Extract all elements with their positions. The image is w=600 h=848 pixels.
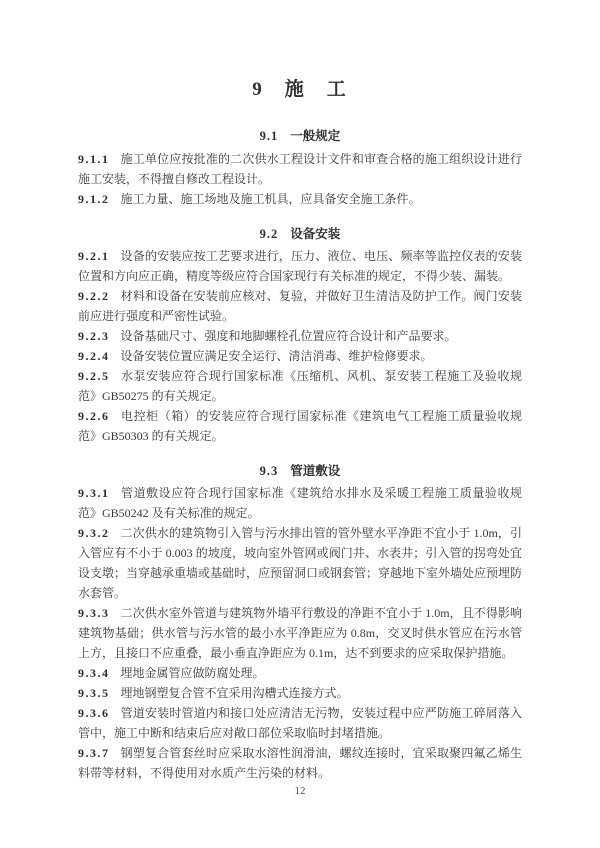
section-heading — [78, 126, 522, 146]
section-title: 设备安装 — [290, 227, 341, 241]
chapter-title: 9 施 工 — [252, 79, 348, 100]
section-9-3 — [78, 461, 522, 783]
clause-9-3-7 — [78, 743, 522, 783]
clause-9-3-1 — [78, 483, 522, 523]
clause-number: 9.3.5 — [78, 686, 110, 700]
clause-9-2-1 — [78, 246, 522, 286]
clause-number: 9.3.7 — [78, 746, 110, 760]
clause-9-2-5 — [78, 366, 522, 406]
section-heading — [78, 461, 522, 481]
section-title: 一般规定 — [290, 129, 341, 143]
clause-number: 9.3.2 — [78, 526, 110, 540]
clause-number: 9.2.2 — [78, 289, 110, 303]
clause-text: 二次供水的建筑物引入管与污水排出管的管外壁水平净距不宜小于 1.0m，引入管应有不小于 0.003 的坡度，坡向室外管网或阀门井、水表井；引入管的拐弯处宜设支墩；当穿越承重墙或基础时，应预留洞口或钢套管；穿越地下室外墙处应预埋防水套管。 — [78, 526, 523, 600]
clause-number: 9.1.1 — [78, 152, 110, 166]
clause-9-3-2 — [78, 523, 522, 603]
clause-9-1-2 — [78, 189, 522, 209]
clause-text: 设备的安装应按工艺要求进行，压力、液位、电压、频率等监控仪表的安装位置和方向应正确，精度等级应符合国家现行有关标准的规定，不得少装、漏装。 — [78, 249, 522, 283]
clause-text: 管道安装时管道内和接口处应清洁无污物，安装过程中应严防施工碎屑落入管中，施工中断和结束后应对敞口部位采取临时封堵措施。 — [78, 706, 522, 740]
clause-text: 钢塑复合管套丝时应采取水溶性润滑油，螺纹连接时，宜采取聚四氟乙烯生料带等材料，不得使用对水质产生污染的材料。 — [78, 746, 522, 780]
clause-9-3-5 — [78, 683, 522, 703]
section-9-2 — [78, 224, 522, 446]
clause-text: 埋地钢塑复合管不宜采用沟槽式连接方式。 — [120, 686, 349, 700]
clause-9-1-1 — [78, 149, 522, 189]
clause-text: 埋地金属管应做防腐处理。 — [120, 666, 265, 680]
clause-9-3-3 — [78, 603, 522, 663]
clause-text: 设备安装位置应满足安全运行、清洁消毒、维护检修要求。 — [120, 349, 433, 363]
clause-text: 水泵安装应符合现行国家标准《压缩机、风机、泵安装工程施工及验收规范》GB50275 的有关规定。 — [78, 369, 522, 403]
section-title: 管道敷设 — [290, 464, 341, 478]
clause-number: 9.1.2 — [78, 192, 110, 206]
clause-9-2-4 — [78, 346, 522, 366]
section-9-1 — [78, 126, 522, 209]
clause-text: 材料和设备在安装前应核对、复验，并做好卫生清洁及防护工作。阀门安装前应进行强度和严密性试验。 — [78, 289, 522, 323]
clause-number: 9.3.4 — [78, 666, 110, 680]
clause-number: 9.2.3 — [78, 329, 110, 343]
clause-text: 施工力量、施工场地及施工机具，应具备安全施工条件。 — [120, 192, 421, 206]
clause-text: 施工单位应按批准的二次供水工程设计文件和审查合格的施工组织设计进行施工安装，不得擅自修改工程设计。 — [78, 152, 522, 186]
section-number: 9.3 — [259, 464, 279, 478]
clause-9-2-3 — [78, 326, 522, 346]
clause-number: 9.3.1 — [78, 486, 110, 500]
section-number: 9.1 — [259, 129, 279, 143]
clause-number: 9.3.6 — [78, 706, 110, 720]
clause-number: 9.2.4 — [78, 349, 110, 363]
clause-text: 管道敷设应符合现行国家标准《建筑给水排水及采暖工程施工质量验收规范》GB50242 及有关标准的规定。 — [78, 486, 522, 520]
clause-number: 9.2.5 — [78, 369, 110, 383]
clause-9-3-4 — [78, 663, 522, 683]
clause-number: 9.3.3 — [78, 606, 110, 620]
page-number: 12 — [294, 785, 306, 797]
clause-number: 9.2.6 — [78, 409, 110, 423]
section-heading — [78, 224, 522, 244]
clause-9-2-2 — [78, 286, 522, 326]
section-number: 9.2 — [259, 227, 279, 241]
clause-text: 电控柜（箱）的安装应符合现行国家标准《建筑电气工程施工质量验收规范》GB50303 的有关规定。 — [78, 409, 522, 443]
clause-text: 设备基础尺寸、强度和地脚螺栓孔位置应符合设计和产品要求。 — [120, 329, 457, 343]
clause-number: 9.2.1 — [78, 249, 110, 263]
clause-9-3-6 — [78, 703, 522, 743]
clause-9-2-6 — [78, 406, 522, 446]
clause-text: 二次供水室外管道与建筑物外墙平行敷设的净距不宜小于 1.0m，且不得影响建筑物基础；供水管与污水管的最小水平净距应为 0.8m，交叉时供水管应在污水管上方，且接口不应重叠，最小垂直净距应为 0.1m，达不到要求的应采取保护措施。 — [78, 606, 522, 660]
